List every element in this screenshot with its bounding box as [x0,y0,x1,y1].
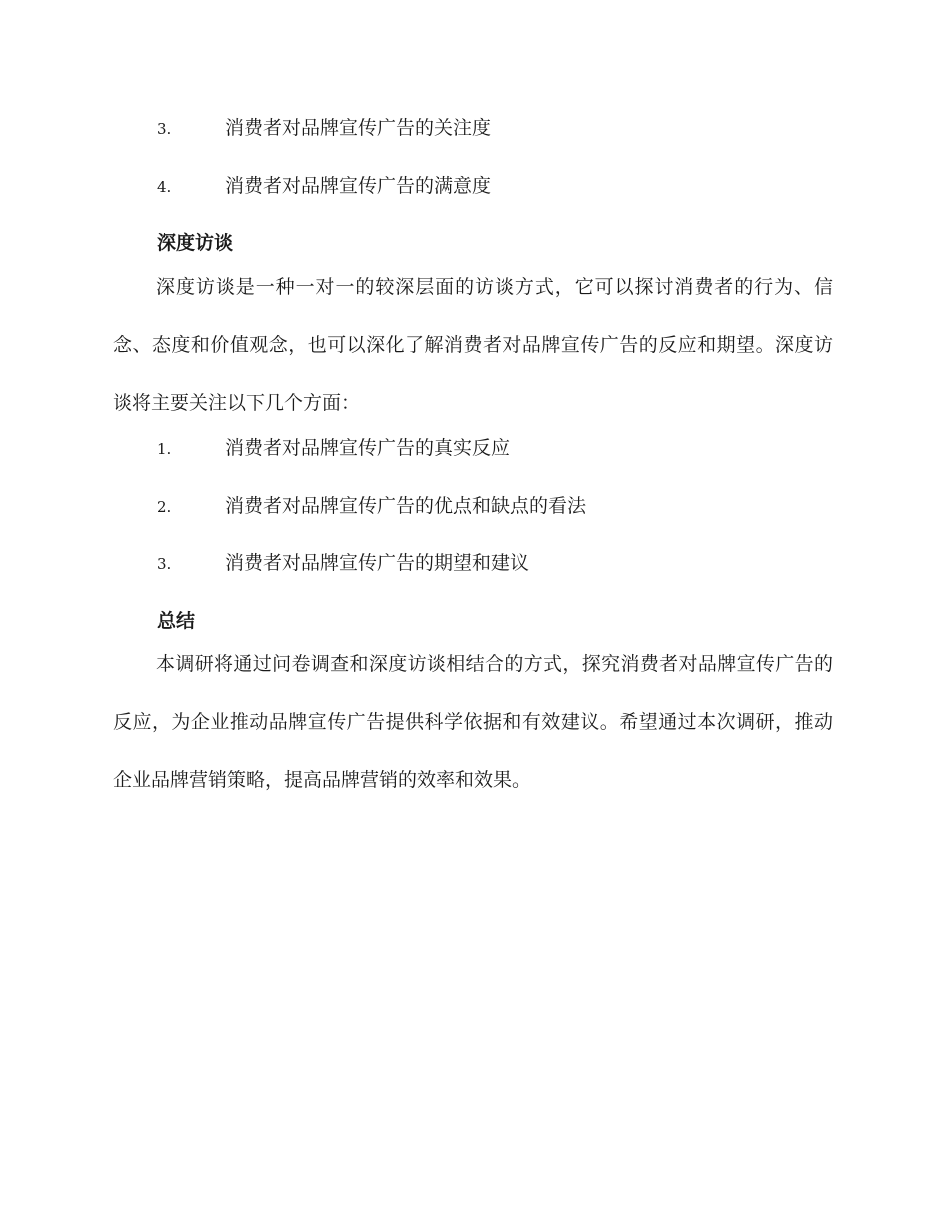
list-number: 1. [157,440,172,458]
interview-paragraph: 深度访谈是一种一对一的较深层面的访谈方式，它可以探讨消费者的行为、信念、态度和价值观念，也可以深化了解消费者对品牌宣传广告的反应和期望。深度访谈将主要关注以下几个方面： [113,276,833,414]
list-number: 4. [157,178,172,196]
list-number: 3. [157,120,172,138]
list-text: 消费者对品牌宣传广告的真实反应 [225,437,511,459]
list-number: 2. [157,498,172,516]
summary-paragraph: 本调研将通过问卷调查和深度访谈相结合的方式，探究消费者对品牌宣传广告的反应，为企业推动品牌宣传广告提供科学依据和有效建议。希望通过本次调研，推动企业品牌营销策略，提高品牌营销的效率和效果。 [113,653,833,791]
list-item [157,172,491,201]
list-item [157,492,586,521]
list-number: 3. [157,555,172,573]
section-heading-summary: 总结 [157,610,196,632]
list-text: 消费者对品牌宣传广告的满意度 [225,175,492,197]
list-text: 消费者对品牌宣传广告的关注度 [225,117,492,139]
list-item [157,114,491,143]
section-heading-interview: 深度访谈 [157,232,234,254]
list-item [157,549,529,578]
list-item [157,434,510,463]
list-text: 消费者对品牌宣传广告的期望和建议 [225,552,530,574]
list-text: 消费者对品牌宣传广告的优点和缺点的看法 [225,495,587,517]
